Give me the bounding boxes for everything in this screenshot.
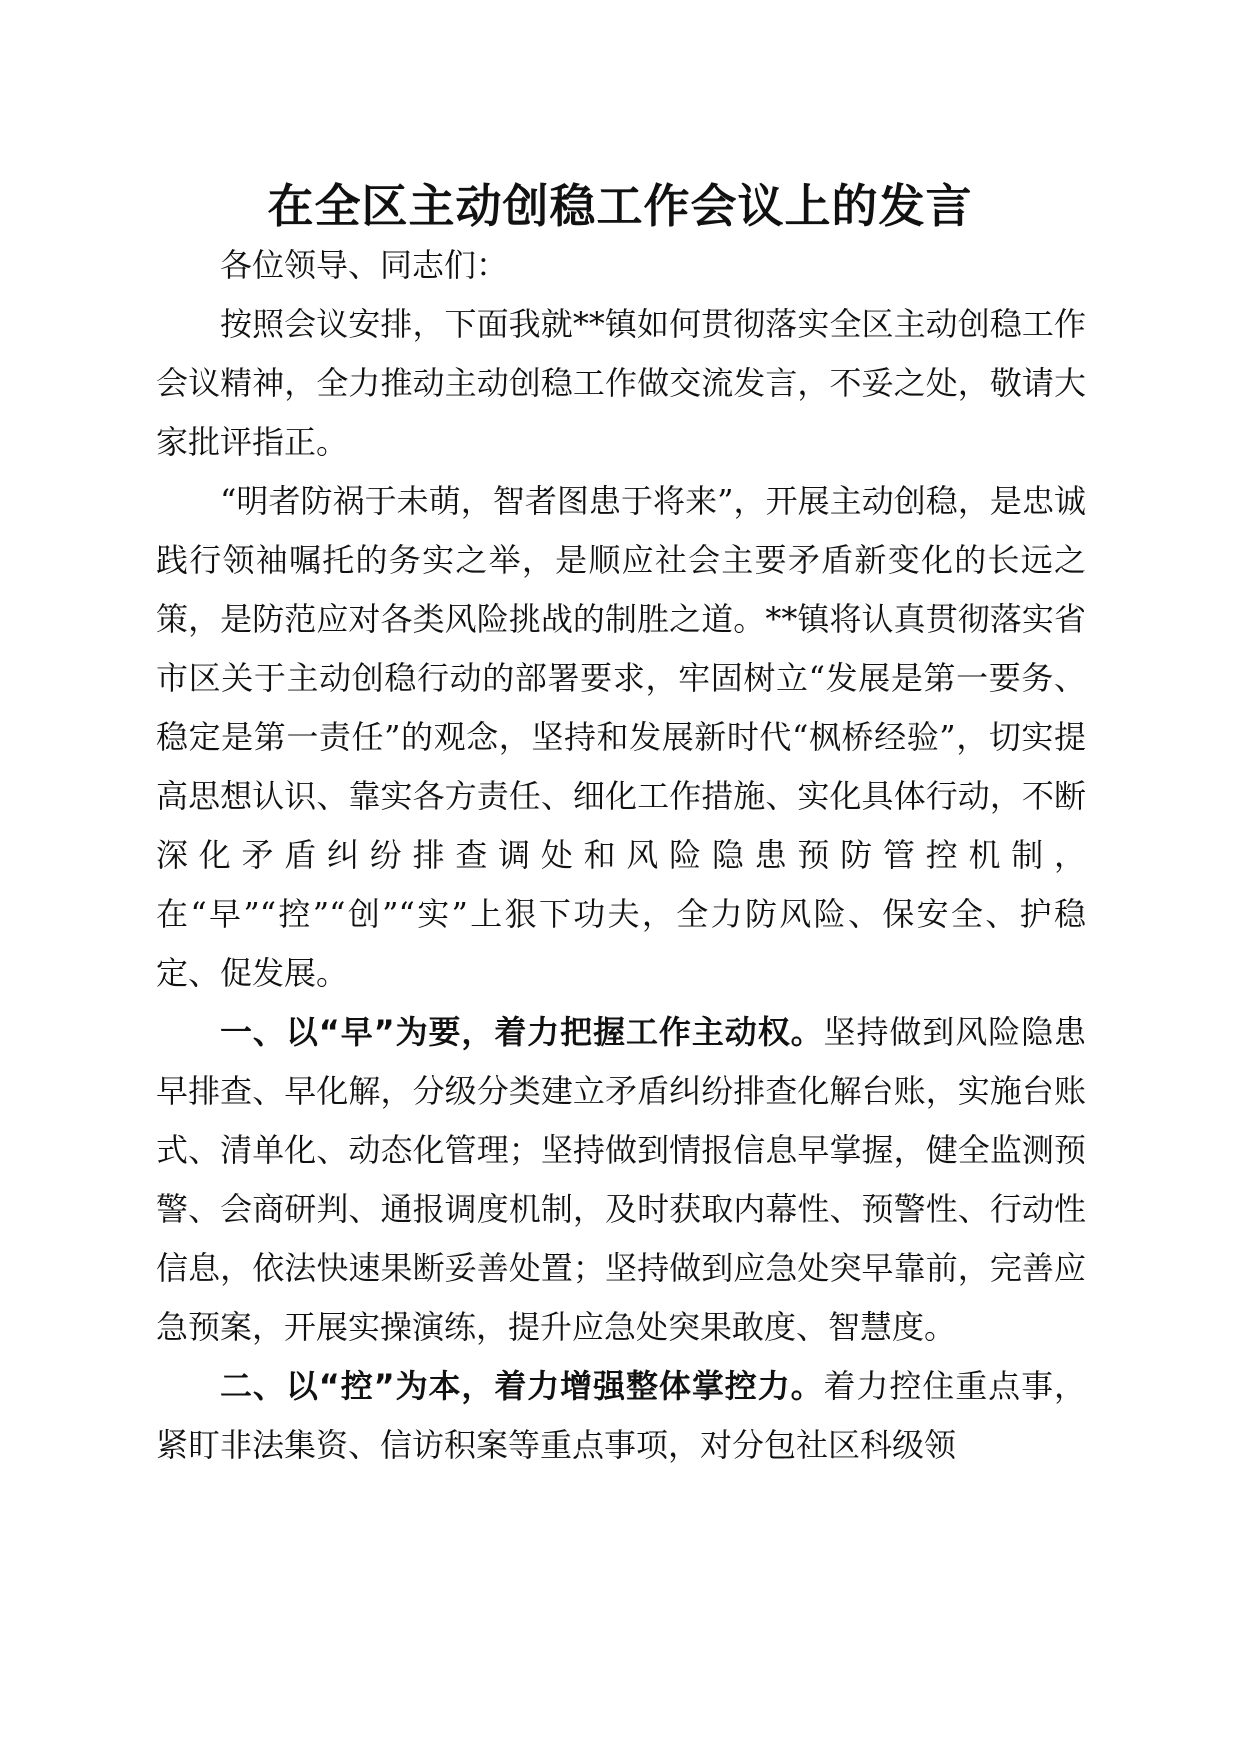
document-body <box>156 236 1086 1475</box>
overview-paragraph: “明者防祸于未萌，智者图患于将来”，开展主动创稳，是忠诚践行领袖嘱托的务实之举，是顺应社会主要矛盾新变化的长远之策，是防范应对各类风险挑战的制胜之道。**镇将认真贯彻落实省市区关于主动创稳行动的部署要求，牢固树立“发展是第一要务、稳定是第一责任”的观念，坚持和发展新时代“枫桥经验”，切实提高思想认识、靠实各方责任、细化工作措施、实化具体行动，不断深化矛盾纠纷排查调处和风险隐患预防管控机制，在“早”“控”“创”“实”上狠下功夫，全力防风险、保安全、护稳定、促发展。 <box>156 482 1086 992</box>
section-text: 坚持做到风险隐患早排查、早化解，分级分类建立矛盾纠纷排查化解台账，实施台账式、清单化、动态化管理；坚持做到情报信息早掌握，健全监测预警、会商研判、通报调度机制，及时获取内幕性、预警性、行动性信息，依法快速果断妥善处置；坚持做到应急处突早靠前，完善应急预案，开展实操演练，提升应急处突果敢度、智慧度。 <box>156 1013 1086 1346</box>
section-text: 着力控住重点事，紧盯非法集资、信访积案等重点事项，对分包社区科级领 <box>156 1367 1086 1464</box>
salutation: 各位领导、同志们： <box>220 246 509 284</box>
intro-paragraph: 按照会议安排，下面我就**镇如何贯彻落实全区主动创稳工作会议精神，全力推动主动创稳工作做交流发言，不妥之处，敬请大家批评指正。 <box>156 305 1086 461</box>
section-heading: 一、以“早”为要，着力把握工作主动权。 <box>220 1013 824 1051</box>
section-paragraph <box>156 1357 1086 1475</box>
page-title: 在全区主动创稳工作会议上的发言 <box>267 179 973 233</box>
section-heading: 二、以“控”为本，着力增强整体掌控力。 <box>220 1367 824 1405</box>
section-paragraph <box>156 1003 1086 1357</box>
